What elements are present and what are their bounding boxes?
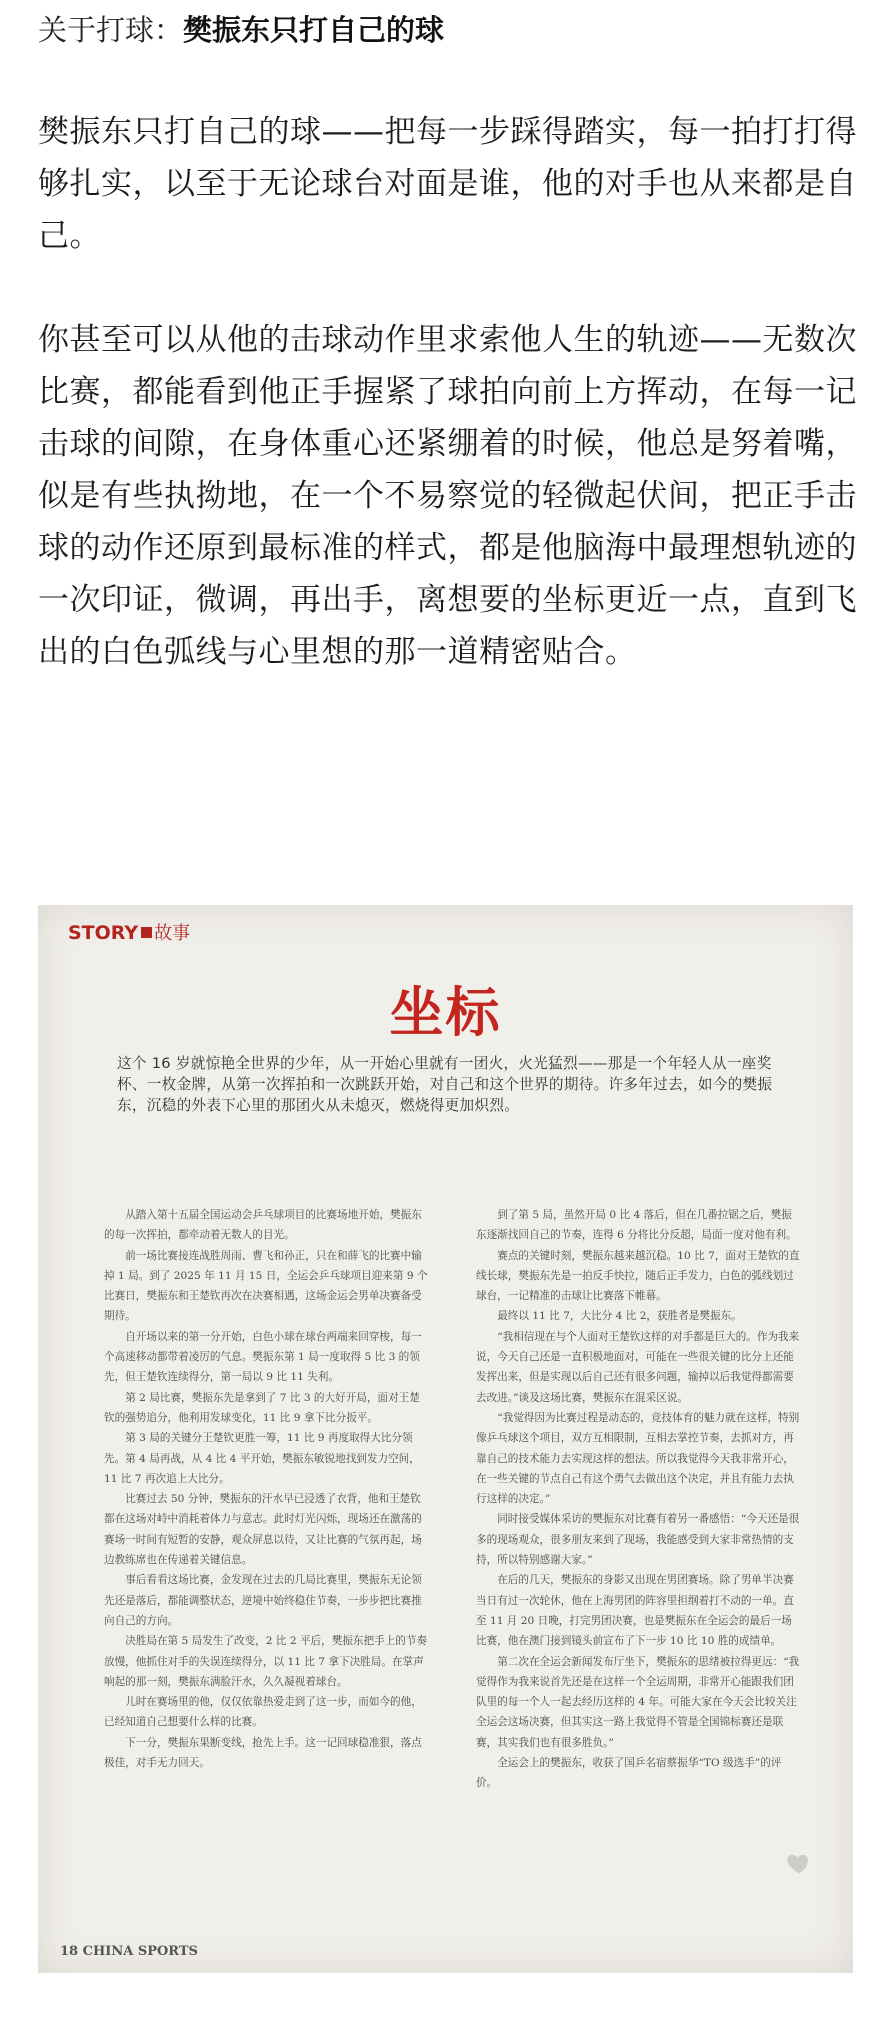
body-paragraph: “我相信现在与个人面对王楚钦这样的对手都是巨大的。作为我来说，今天自己还是一直积极地面对，可能在一些很关键的比分上还能发挥出来，但是实现以后自己还有很多问题，输掉以后我觉得都需要去改进。”谈及这场比赛，樊振东在混采区说。 (476, 1330, 800, 1404)
body-paragraph: 第二次在全运会新闻发布厅坐下，樊振东的思绪被拉得更远：“我觉得作为我来说首先还是在这样一个全运周期，非常开心能跟我们团队里的每一个人一起去经历这样的 4 年。可能大家在今天会比较关注全运会这场决赛，但其实这一路上我觉得不管是全国锦标赛还是联赛，其实我们也有很多胜负。” (476, 1655, 800, 1749)
article-lead: 这个 16 岁就惊艳全世界的少年，从一开始心里就有一团火，火光猛烈——那是一个年轻人从一座奖杯、一枚金牌，从第一次挥拍和一次跳跃开始，对自己和这个世界的期待。许多年过去，如今的樊振东，沉稳的外表下心里的那团火从未熄灭，燃烧得更加炽烈。 (117, 1055, 773, 1114)
article-column-right (476, 1205, 801, 1794)
weibo-post (38, 0, 858, 678)
body-paragraph: 赛点的关键时刻，樊振东越来越沉稳。10 比 7，面对王楚钦的直线长球，樊振东先是一拍反手快拉，随后正手发力，白色的弧线划过球台，一记精准的击球让比赛落下帷幕。 (476, 1249, 800, 1303)
page-footer: 18 CHINA SPORTS (60, 1944, 198, 1959)
section-tag-cn: 故事 (154, 923, 191, 944)
article-column-left (104, 1205, 429, 1773)
body-paragraph: 最终以 11 比 7，大比分 4 比 2，获胜者是樊振东。 (497, 1310, 742, 1323)
body-paragraph: 自开场以来的第一分开始，白色小球在球台两端来回穿梭，每一个高速移动都带着凌厉的气息。樊振东第 1 局一度取得 5 比 3 的领先，但王楚钦连续得分，第一局以 9 比 11 失利。 (104, 1330, 422, 1384)
body-paragraph: 决胜局在第 5 局发生了改变，2 比 2 平后，樊振东把手上的节奏放慢，他抓住对手的失误连续得分，以 11 比 7 拿下决胜局。在掌声响起的那一刻，樊振东满脸汗水，久久凝视着球台。 (104, 1635, 428, 1688)
section-tag-en: STORY (68, 922, 139, 944)
section-square-icon (141, 927, 152, 938)
body-paragraph: 下一分，樊振东果断变线，抢先上手。这一记回球稳准狠，落点极佳，对手无力回天。 (104, 1736, 422, 1770)
heading-title: 樊振东只打自己的球 (183, 13, 445, 47)
heading-prefix: 关于打球： (38, 13, 184, 47)
body-paragraph: 第 3 局的关键分王楚钦更胜一筹，11 比 9 再度取得大比分领先。第 4 局再战，从 4 比 4 平开始，樊振东敏锐地找到发力空间，11 比 7 再次追上大比分。 (104, 1432, 420, 1485)
post-paragraph-2: 你甚至可以从他的击球动作里求索他人生的轨迹——无数次比赛，都能看到他正手握紧了球拍向前上方挥动，在每一记击球的间隙，在身体重心还紧绷着的时候，他总是努着嘴，似是有些执拗地，在一个不易察觉的轻微起伏间，把正手击球的动作还原到最标准的样式，都是他脑海中最理想轨迹的一次印证，微调，再出手，离想要的坐标更近一点，直到飞出的白色弧线与心里想的那一道精密贴合。 (38, 322, 857, 670)
article-body (104, 1205, 800, 1885)
body-paragraph: 前一场比赛接连战胜周雨、曹飞和孙正，只在和薛飞的比赛中输掉 1 局。到了 2025 年 11 月 15 日，全运会乒乓球项目迎来第 9 个比赛日，樊振东和王楚钦再次在决赛相遇，这场金运会男单决赛备受期待。 (104, 1249, 428, 1323)
body-paragraph: 到了第 5 局，虽然开局 0 比 4 落后，但在几番拉锯之后，樊振东逐渐找回自己的节奏，连得 6 分将比分反超，局面一度对他有利。 (476, 1209, 797, 1242)
body-paragraph: “我觉得因为比赛过程是动态的，竞技体育的魅力就在这样，特别像乒乓球这个项目，双方互相限制，互相去掌控节奏，去抓对方，再靠自己的技术能力去实现这样的想法。所以我觉得今天我非常开心，在一些关键的节点自己有这个勇气去做出这个决定，并且有能力去执行这样的决定。” (476, 1411, 800, 1506)
article-title: 坐标 (389, 980, 502, 1044)
body-paragraph: 全运会上的樊振东，收获了国乒名宿蔡振华“TO 级选手”的评价。 (476, 1757, 782, 1790)
body-paragraph: 同时接受媒体采访的樊振东对比赛有着另一番感悟：“今天还是很多的现场观众，很多朋友来到了现场，我能感受到大家非常热情的支持，所以特别感谢大家。” (476, 1513, 800, 1567)
body-paragraph: 第 2 局比赛，樊振东先是拿到了 7 比 3 的大好开局，面对王楚钦的强势追分，他利用发球变化，11 比 9 拿下比分扳平。 (104, 1391, 420, 1424)
body-paragraph: 在后的几天，樊振东的身影又出现在男团赛场。除了男单半决赛当日有过一次轮休，他在上海男团的阵容里担纲着打不动的一单。直至 11 月 20 日晚，打完男团决赛，也是樊振东在全运会的最后一场比赛，他在澳门接到镜头前宣布了下一步 10 比 10 胜的成绩单。 (476, 1574, 794, 1648)
body-paragraph: 从踏入第十五届全国运动会乒乓球项目的比赛场地开始，樊振东的每一次挥拍，都牵动着无数人的目光。 (104, 1209, 422, 1242)
story-section-tag (68, 919, 190, 945)
like-heart-icon[interactable] (785, 1849, 813, 1877)
magazine-page-image[interactable] (38, 905, 853, 1973)
body-paragraph: 事后看看这场比赛，金发现在过去的几局比赛里，樊振东无论领先还是落后，都能调整状态，逆境中始终稳住节奏，一步步把比赛推向自己的方向。 (104, 1574, 422, 1627)
body-paragraph: 儿时在赛场里的他，仅仅依靠热爱走到了这一步，而如今的他，已经知道自己想要什么样的比赛。 (104, 1696, 422, 1729)
post-paragraph-1: 樊振东只打自己的球——把每一步踩得踏实，每一拍打打得够扎实，以至于无论球台对面是谁，他的对手也从来都是自己。 (38, 114, 857, 254)
post-heading (38, 8, 858, 52)
body-paragraph: 比赛过去 50 分钟，樊振东的汗水早已浸透了衣背，他和王楚钦都在这场对峙中消耗着体力与意志。此时灯光闪烁，现场还在激荡的赛场一时间有短暂的安静，观众屏息以待，又让比赛的气氛再起，场边教练席也在传递着关键信息。 (104, 1493, 422, 1567)
